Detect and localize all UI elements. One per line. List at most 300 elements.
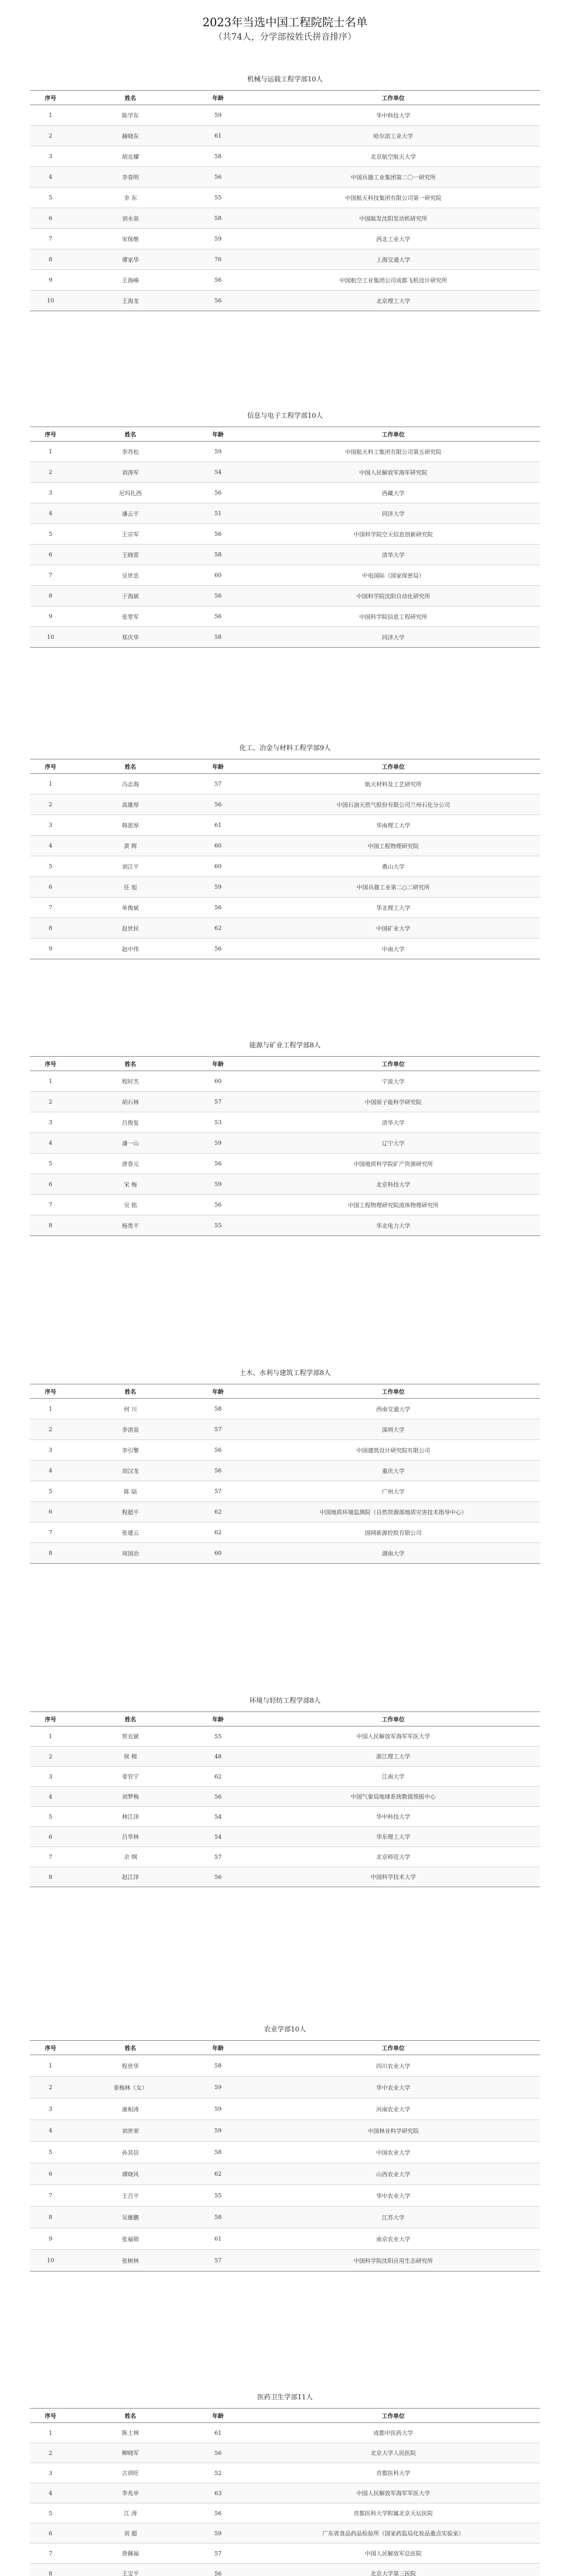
member-age: 52: [190, 2463, 246, 2483]
member-name: 李兆申: [71, 2483, 190, 2503]
section-title: 机械与运载工程学部10人: [247, 76, 323, 83]
row-index: 3: [30, 815, 71, 836]
member-affiliation: 中国航天科技集团有限公司第一研究院: [246, 188, 540, 208]
table-row: [30, 1195, 540, 1215]
member-affiliation: 国网新源控股有限公司: [246, 1522, 540, 1543]
row-index: 4: [30, 1461, 71, 1481]
table-row: [30, 1071, 540, 1092]
member-affiliation: 深圳大学: [246, 1419, 540, 1440]
member-age: 56: [190, 483, 246, 503]
row-index: 2: [30, 794, 71, 815]
member-age: 59: [190, 2098, 246, 2120]
member-name: 程世华: [71, 2055, 190, 2077]
member-age: 56: [190, 1195, 246, 1215]
table-row: [30, 462, 540, 483]
member-name: 赫晓东: [71, 126, 190, 146]
row-index: 1: [30, 1071, 71, 1092]
member-age: 59: [190, 105, 246, 126]
column-header: 序号: [30, 91, 71, 105]
member-name: 尼玛扎西: [71, 483, 190, 503]
row-index: 8: [30, 1867, 71, 1887]
member-name: 王宝平: [71, 2564, 190, 2576]
member-affiliation: 华北电力大学: [246, 1215, 540, 1236]
member-affiliation: 南京农业大学: [246, 2228, 540, 2250]
row-index: 5: [30, 1481, 71, 1502]
member-name: 宋 梅: [71, 1174, 190, 1195]
column-header: 姓名: [71, 1384, 190, 1399]
table-row: [30, 856, 540, 877]
column-header: 序号: [30, 759, 71, 774]
member-age: 61: [190, 815, 246, 836]
member-age: 60: [190, 1071, 246, 1092]
column-header: 序号: [30, 1057, 71, 1071]
member-age: 59: [190, 229, 246, 249]
row-index: 4: [30, 503, 71, 524]
member-age: 56: [190, 606, 246, 627]
member-age: 56: [190, 2503, 246, 2523]
table-row: [30, 565, 540, 586]
table-row: [30, 2523, 540, 2544]
member-age: 58: [190, 2207, 246, 2228]
member-name: 刘汉龙: [71, 1461, 190, 1481]
member-name: 李春明: [71, 167, 190, 188]
member-affiliation: 华北理工大学: [246, 897, 540, 918]
row-index: 5: [30, 2142, 71, 2163]
table-row: [30, 2142, 540, 2163]
member-name: 康相涛: [71, 2098, 190, 2120]
member-affiliation: 航天材料及工艺研究所: [246, 774, 540, 794]
row-index: 1: [30, 1726, 71, 1747]
roster-table: [30, 2040, 540, 2272]
member-name: 程时杰: [71, 1071, 190, 1092]
member-affiliation: 宁波大学: [246, 1071, 540, 1092]
row-index: 8: [30, 1215, 71, 1236]
column-header: 年龄: [190, 759, 246, 774]
member-affiliation: 华南理工大学: [246, 815, 540, 836]
member-affiliation: 中国科学院沈阳自动化研究所: [246, 586, 540, 606]
row-index: 4: [30, 167, 71, 188]
column-header: 年龄: [190, 91, 246, 105]
table-header-row: [30, 2041, 540, 2055]
member-age: 76: [190, 249, 246, 270]
member-name: 吕华林: [71, 1827, 190, 1847]
member-age: 55: [190, 188, 246, 208]
row-index: 1: [30, 2055, 71, 2077]
member-affiliation: 燕山大学: [246, 856, 540, 877]
roster-table: [30, 427, 540, 648]
member-age: 57: [190, 1481, 246, 1502]
row-index: 2: [30, 1419, 71, 1440]
member-age: 58: [190, 146, 246, 167]
member-affiliation: 四川农业大学: [246, 2055, 540, 2077]
member-name: 任 旭: [71, 877, 190, 897]
member-name: 刘江平: [71, 856, 190, 877]
table-row: [30, 1174, 540, 1195]
row-index: 2: [30, 1747, 71, 1767]
table-row: [30, 249, 540, 270]
member-affiliation: 北京大学人民医院: [246, 2443, 540, 2463]
table-row: [30, 1522, 540, 1543]
row-index: 5: [30, 1807, 71, 1827]
member-affiliation: 中国科学技术大学: [246, 1867, 540, 1887]
member-name: 李清泉: [71, 1419, 190, 1440]
member-name: 郑庆华: [71, 627, 190, 648]
table-row: [30, 105, 540, 126]
row-index: 2: [30, 462, 71, 483]
table-row: [30, 146, 540, 167]
member-age: 56: [190, 167, 246, 188]
section: [30, 406, 540, 648]
member-age: 56: [190, 1461, 246, 1481]
row-index: 6: [30, 2163, 71, 2185]
roster-table: [30, 1056, 540, 1236]
member-name: 于海斌: [71, 586, 190, 606]
column-header: 姓名: [71, 1057, 190, 1071]
member-age: 57: [190, 2250, 246, 2272]
member-name: 刘 超: [71, 2523, 190, 2544]
member-affiliation: 中电国际（国家保密局）: [246, 565, 540, 586]
member-age: 57: [190, 774, 246, 794]
row-index: 1: [30, 774, 71, 794]
member-affiliation: 广东省食品药品检验所（国家药监局化妆品重点实验室）: [246, 2523, 540, 2544]
section-title: 信息与电子工程学部10人: [247, 412, 323, 420]
row-index: 2: [30, 2443, 71, 2463]
member-affiliation: 中国科学院空天信息创新研究院: [246, 524, 540, 545]
row-index: 3: [30, 483, 71, 503]
table-row: [30, 1133, 540, 1154]
member-name: 贺克斌: [71, 1726, 190, 1747]
table-row: [30, 586, 540, 606]
row-index: 6: [30, 208, 71, 229]
member-name: 何 川: [71, 1399, 190, 1419]
table-header-row: [30, 759, 540, 774]
member-age: 56: [190, 270, 246, 291]
member-age: 60: [190, 1543, 246, 1564]
member-age: 48: [190, 1747, 246, 1767]
member-age: 59: [190, 2523, 246, 2544]
table-row: [30, 836, 540, 856]
table-row: [30, 627, 540, 648]
member-name: 孙其信: [71, 2142, 190, 2163]
member-age: 56: [190, 1867, 246, 1887]
row-index: 6: [30, 2523, 71, 2544]
row-index: 6: [30, 877, 71, 897]
member-age: 56: [190, 2443, 246, 2463]
member-affiliation: 广州大学: [246, 1481, 540, 1502]
member-affiliation: 西藏大学: [246, 483, 540, 503]
member-name: 韩恩厚: [71, 815, 190, 836]
row-index: 6: [30, 1174, 71, 1195]
table-row: [30, 1767, 540, 1787]
section-title: 环境与轻纺工程学部8人: [249, 1697, 321, 1705]
table-row: [30, 291, 540, 311]
member-affiliation: 中国石油天然气股份有限公司兰州石化分公司: [246, 794, 540, 815]
member-name: 李引擎: [71, 1440, 190, 1461]
member-age: 57: [190, 2544, 246, 2564]
member-name: 陈士林: [71, 2423, 190, 2443]
member-name: 刘永泉: [71, 208, 190, 229]
member-age: 59: [190, 877, 246, 897]
member-age: 54: [190, 1807, 246, 1827]
member-affiliation: 河南农业大学: [246, 2098, 540, 2120]
member-name: 李 东: [71, 188, 190, 208]
member-name: 唐佩福: [71, 2544, 190, 2564]
member-affiliation: 中国人民解放军总医院: [246, 2544, 540, 2564]
member-affiliation: 中国原子能科学研究院: [246, 1092, 540, 1112]
member-affiliation: 中国航天科工集团有限公司第五研究院: [246, 442, 540, 462]
member-name: 程超平: [71, 1502, 190, 1522]
table-row: [30, 794, 540, 815]
table-row: [30, 2423, 540, 2443]
member-affiliation: 中国农业大学: [246, 2142, 540, 2163]
table-row: [30, 877, 540, 897]
column-header: 序号: [30, 2409, 71, 2423]
member-affiliation: 中国兵器工业集团第二〇一研究所: [246, 167, 540, 188]
member-name: 吴世忠: [71, 565, 190, 586]
document-subtitle: （共74人，分学部按姓氏拼音排序）: [213, 32, 357, 42]
row-index: 2: [30, 2077, 71, 2098]
column-header: 姓名: [71, 2409, 190, 2423]
member-age: 54: [190, 1827, 246, 1847]
member-age: 62: [190, 1522, 246, 1543]
member-name: 陈学东: [71, 105, 190, 126]
member-name: 刘涛军: [71, 462, 190, 483]
table-row: [30, 606, 540, 627]
member-name: 余 纲: [71, 1847, 190, 1867]
column-header: 序号: [30, 427, 71, 442]
row-index: 4: [30, 1787, 71, 1807]
row-index: 4: [30, 2483, 71, 2503]
column-header: 年龄: [190, 1384, 246, 1399]
column-header: 姓名: [71, 2041, 190, 2055]
column-header: 序号: [30, 1384, 71, 1399]
member-affiliation: 中国人民解放军海军研究院: [246, 462, 540, 483]
member-age: 56: [190, 586, 246, 606]
member-age: 58: [190, 208, 246, 229]
row-index: 7: [30, 229, 71, 249]
member-age: 59: [190, 1133, 246, 1154]
member-name: 吴 铭: [71, 1195, 190, 1215]
table-row: [30, 208, 540, 229]
section-title: 能源与矿业工程学部8人: [249, 1042, 321, 1049]
member-affiliation: 华中农业大学: [246, 2077, 540, 2098]
member-name: 侯 楫: [71, 1747, 190, 1767]
member-affiliation: 北京理工大学: [246, 291, 540, 311]
table-row: [30, 1867, 540, 1887]
row-index: 6: [30, 1827, 71, 1847]
table-row: [30, 1481, 540, 1502]
member-affiliation: 重庆大学: [246, 1461, 540, 1481]
column-header: 工作单位: [246, 91, 540, 105]
column-header: 年龄: [190, 1712, 246, 1726]
member-age: 54: [190, 462, 246, 483]
row-index: 3: [30, 2463, 71, 2483]
member-name: 赵世民: [71, 918, 190, 939]
member-name: 张树林: [71, 2250, 190, 2272]
member-age: 62: [190, 2163, 246, 2185]
table-row: [30, 524, 540, 545]
table-row: [30, 2228, 540, 2250]
member-affiliation: 中国人民解放军海军军医大学: [246, 2483, 540, 2503]
member-age: 58: [190, 2055, 246, 2077]
member-affiliation: 西南交通大学: [246, 1399, 540, 1419]
table-row: [30, 2185, 540, 2207]
row-index: 1: [30, 1399, 71, 1419]
member-affiliation: 华中农业大学: [246, 2185, 540, 2207]
member-affiliation: 首都医科大学: [246, 2463, 540, 2483]
column-header: 年龄: [190, 1057, 246, 1071]
table-row: [30, 1807, 540, 1827]
row-index: 3: [30, 1767, 71, 1787]
member-name: 宋保维: [71, 229, 190, 249]
member-age: 56: [190, 2564, 246, 2576]
member-name: 柳晓军: [71, 2443, 190, 2463]
column-header: 工作单位: [246, 2409, 540, 2423]
table-row: [30, 2483, 540, 2503]
table-row: [30, 774, 540, 794]
row-index: 5: [30, 524, 71, 545]
row-index: 2: [30, 126, 71, 146]
table-row: [30, 1502, 540, 1522]
member-name: 李苏松: [71, 442, 190, 462]
table-row: [30, 1215, 540, 1236]
member-affiliation: 中国气象局地球系统数值预报中心: [246, 1787, 540, 1807]
member-affiliation: 北京师范大学: [246, 1847, 540, 1867]
table-header-row: [30, 427, 540, 442]
table-header-row: [30, 91, 540, 105]
member-age: 59: [190, 2077, 246, 2098]
section-title: 医药卫生学部11人: [257, 2394, 313, 2401]
table-row: [30, 167, 540, 188]
member-age: 58: [190, 2142, 246, 2163]
column-header: 姓名: [71, 759, 190, 774]
row-index: 1: [30, 442, 71, 462]
row-index: 6: [30, 545, 71, 565]
member-name: 王海龙: [71, 291, 190, 311]
table-header-row: [30, 1057, 540, 1071]
member-age: 56: [190, 291, 246, 311]
section: [30, 1691, 540, 1887]
row-index: 1: [30, 105, 71, 126]
section: [30, 738, 540, 959]
member-name: 胡石林: [71, 1092, 190, 1112]
row-index: 8: [30, 1543, 71, 1564]
member-affiliation: 同济大学: [246, 627, 540, 648]
member-age: 61: [190, 126, 246, 146]
table-row: [30, 918, 540, 939]
section-title: 农业学部10人: [264, 2026, 306, 2033]
table-row: [30, 2463, 540, 2483]
table-row: [30, 897, 540, 918]
column-header: 姓名: [71, 427, 190, 442]
row-index: 8: [30, 2207, 71, 2228]
roster-table: [30, 90, 540, 311]
row-index: 3: [30, 2098, 71, 2120]
row-index: 5: [30, 188, 71, 208]
member-affiliation: 华东理工大学: [246, 1827, 540, 1847]
member-name: 冯志海: [71, 774, 190, 794]
row-index: 8: [30, 586, 71, 606]
member-age: 58: [190, 627, 246, 648]
table-row: [30, 1154, 540, 1174]
table-row: [30, 1419, 540, 1440]
member-name: 姜梅林（女）: [71, 2077, 190, 2098]
member-affiliation: 中国兵器工业第二○二研究所: [246, 877, 540, 897]
row-index: 2: [30, 1092, 71, 1112]
row-index: 4: [30, 1133, 71, 1154]
row-index: 7: [30, 1522, 71, 1543]
member-age: 55: [190, 1215, 246, 1236]
member-name: 张建云: [71, 1522, 190, 1543]
member-name: 吕俊复: [71, 1112, 190, 1133]
member-age: 57: [190, 1847, 246, 1867]
section: [30, 1036, 540, 1236]
member-age: 60: [190, 856, 246, 877]
member-affiliation: 清华大学: [246, 1112, 540, 1133]
table-row: [30, 270, 540, 291]
member-name: 刘梦梅: [71, 1787, 190, 1807]
roster-table: [30, 2408, 540, 2576]
row-index: 9: [30, 270, 71, 291]
row-index: 3: [30, 1112, 71, 1133]
row-index: 7: [30, 2544, 71, 2564]
member-affiliation: 华中科技大学: [246, 1807, 540, 1827]
member-age: 56: [190, 939, 246, 959]
member-affiliation: 中国建筑设计研究院有限公司: [246, 1440, 540, 1461]
column-header: 工作单位: [246, 1057, 540, 1071]
member-affiliation: 中国地质环境监测院（自然资源部地质灾害技术指导中心）: [246, 1502, 540, 1522]
row-index: 9: [30, 939, 71, 959]
table-header-row: [30, 2409, 540, 2423]
member-age: 56: [190, 524, 246, 545]
member-name: 唐春元: [71, 1154, 190, 1174]
member-affiliation: 上海交通大学: [246, 249, 540, 270]
table-row: [30, 2207, 540, 2228]
table-row: [30, 2055, 540, 2077]
member-age: 62: [190, 1767, 246, 1787]
member-age: 59: [190, 1174, 246, 1195]
member-affiliation: 中国矿业大学: [246, 918, 540, 939]
member-name: 潘一山: [71, 1133, 190, 1154]
row-index: 10: [30, 627, 71, 648]
row-index: 6: [30, 1502, 71, 1522]
member-affiliation: 江苏大学: [246, 2207, 540, 2228]
column-header: 序号: [30, 2041, 71, 2055]
row-index: 7: [30, 897, 71, 918]
member-affiliation: 山西农业大学: [246, 2163, 540, 2185]
member-affiliation: 中南大学: [246, 939, 540, 959]
table-row: [30, 2544, 540, 2564]
table-row: [30, 188, 540, 208]
member-affiliation: 北京航空航天大学: [246, 146, 540, 167]
row-index: 9: [30, 606, 71, 627]
table-row: [30, 1543, 540, 1564]
table-row: [30, 2503, 540, 2523]
member-name: 赵江泽: [71, 1867, 190, 1887]
member-age: 62: [190, 918, 246, 939]
member-age: 57: [190, 1092, 246, 1112]
table-header-row: [30, 1384, 540, 1399]
member-name: 胡克耀: [71, 146, 190, 167]
document-title: 2023年当选中国工程院院士名单: [203, 16, 367, 29]
member-age: 62: [190, 1502, 246, 1522]
table-row: [30, 442, 540, 462]
row-index: 5: [30, 2503, 71, 2523]
member-age: 59: [190, 2120, 246, 2142]
table-row: [30, 2443, 540, 2463]
row-index: 5: [30, 856, 71, 877]
member-name: 张福锁: [71, 2228, 190, 2250]
